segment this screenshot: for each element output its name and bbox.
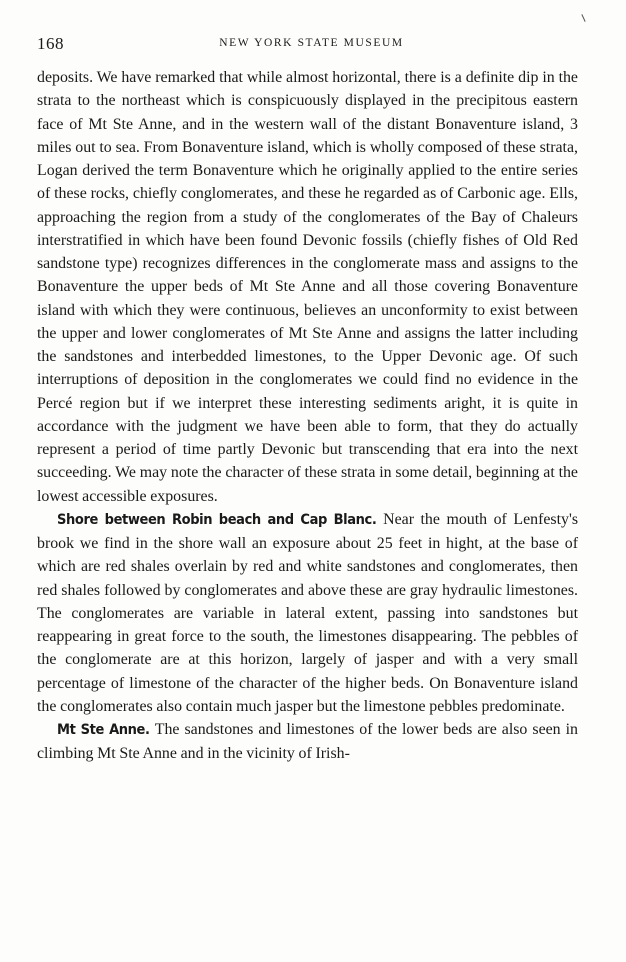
paragraph-text: Near the mouth of Lenfesty's brook we find in the shore wall an exposure about 25 feet in hight, at the base of which are red shales overlain by red and white sandstones and conglomerates, then red shales followed by conglomerates and above these are gray hydraulic limestones. The conglomerates are variable in lateral extent, passing into sandstones but reappearing in great force to the south, the limestones disappearing. The pebbles of the conglomerate are at this horizon, largely of jasper and with a very small percentage of limestone of the character of the higher beds. On Bonaventure island the conglomerates also contain much jasper but the limestone pebbles predominate.: [37, 510, 579, 715]
scan-mark: [581, 14, 585, 22]
paragraph-deposits: [37, 66, 578, 508]
running-head: NEW YORK STATE MUSEUM: [219, 37, 404, 49]
paragraph-text: The sandstones and limestones of the lower beds are also seen in climbing Mt Ste Anne and in the vicinity of Irish-: [37, 721, 579, 763]
paragraph-mt-ste-anne: [37, 718, 578, 766]
body-text: [37, 66, 578, 766]
page-number: 168: [37, 34, 64, 53]
paragraph-text: deposits. We have remarked that while almost horizontal, there is a definite dip in the strata to the northeast which is conspicuously displayed in the precipitous eastern face of Mt Ste Anne, and in the western wall of the distant Bonaventure island, 3 miles out to sea. From Bonaventure island, which is wholly composed of these strata, Logan derived the term Bonaventure which he originally applied to the entire series of these rocks, chiefly conglomerates, and these he regarded as of Carbonic age. Ells, approaching the region from a study of the conglomerates of the Bay of Chaleurs interstratified in which have been found Devonic fossils (chiefly fishes of Old Red sandstone type) recognizes differences in the conglomerate mass and assigns to the Bonaventure the upper beds of Mt Ste Anne and all those covering Bonaventure island with which they were continuous, believes an unconformity to exist between the upper and lower conglomerates of Mt Ste Anne and assigns the latter including the sandstones and interbedded limestones, to the Upper Devonic age. Of such interruptions of deposition in the conglomerates we could find no evidence in the Percé region but if we interpret these interesting sediments aright, it is quite in accordance with the judgment we have been able to form, that they do actually represent a period of time partly Devonic but transcending that era into the next succeeding. We may note the character of these strata in some detail, beginning at the lowest accessible exposures.: [37, 69, 578, 505]
page-header: [37, 34, 586, 56]
side-heading-mt-ste-anne: Mt Ste Anne.: [57, 722, 155, 738]
side-heading-shore: Shore between Robin beach and Cap Blanc.: [57, 511, 384, 528]
paragraph-shore: [37, 508, 578, 718]
